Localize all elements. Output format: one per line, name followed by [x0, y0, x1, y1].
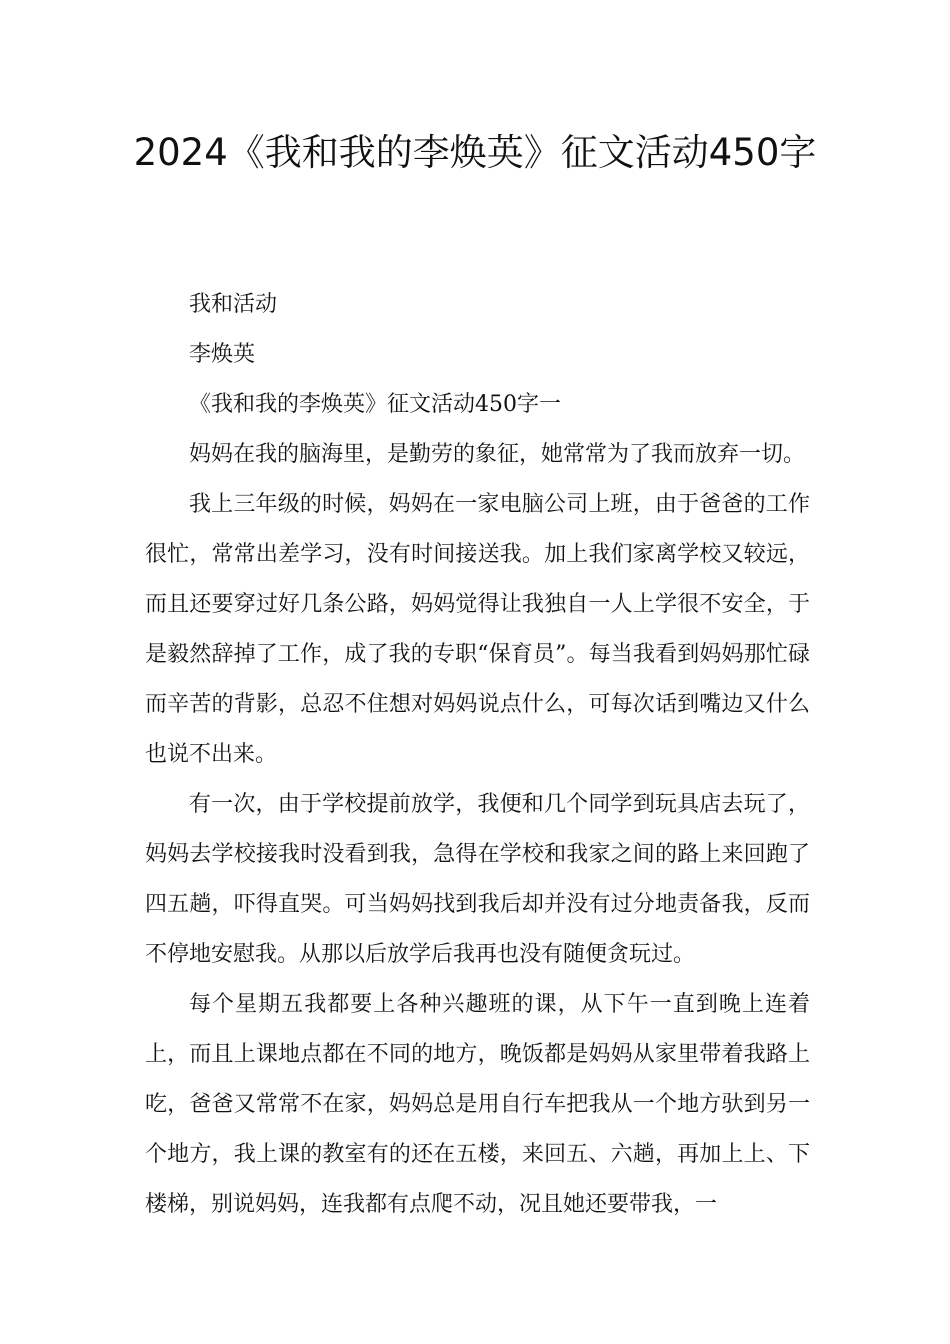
paragraph: 妈妈在我的脑海里，是勤劳的象征，她常常为了我而放弃一切。 — [189, 442, 806, 467]
paragraph: 《我和我的李焕英》征文活动450字一 — [189, 392, 561, 417]
paragraph: 李焕英 — [189, 342, 256, 367]
paragraph: 每个星期五我都要上各种兴趣班的课，从下午一直到晚上连着上，而且上课地点都在不同的地方，晚饭都是妈妈从家里带着我路上吃，爸爸又常常不在家，妈妈总是用自行车把我从一个地方驮到另一个地方，我上课的教室有的还在五楼，来回五、六趟，再加上上、下楼梯，别说妈妈，连我都有点爬不动，况且她还要带我，一 — [145, 992, 810, 1217]
paragraph: 我上三年级的时候，妈妈在一家电脑公司上班，由于爸爸的工作很忙，常常出差学习，没有时间接送我。加上我们家离学校又较远，而且还要穿过好几条公路，妈妈觉得让我独自一人上学很不安全，于是毅然辞掉了工作，成了我的专职“保育员”。每当我看到妈妈那忙碌而辛苦的背影，总忍不住想对妈妈说点什么，可每次话到嘴边又什么也说不出来。 — [145, 492, 810, 767]
paragraph: 我和活动 — [189, 292, 278, 317]
paragraph: 有一次，由于学校提前放学，我便和几个同学到玩具店去玩了，妈妈去学校接我时没看到我，急得在学校和我家之间的路上来回跑了四五趟，吓得直哭。可当妈妈找到我后却并没有过分地责备我，反而不停地安慰我。从那以后放学后我再也没有随便贪玩过。 — [145, 792, 810, 967]
document-title: 2024《我和我的李焕英》征文活动450字 — [133, 131, 817, 174]
document-body — [145, 280, 810, 1230]
